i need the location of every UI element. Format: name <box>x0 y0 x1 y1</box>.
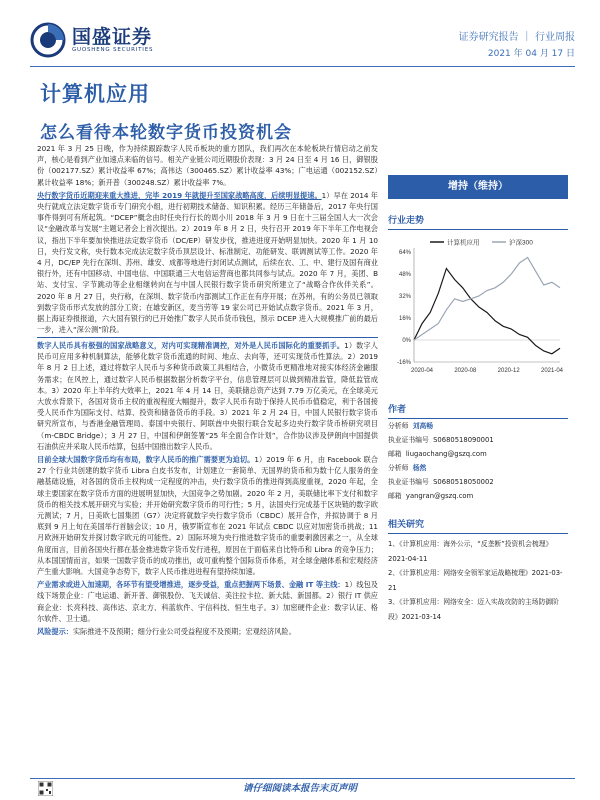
risk-text: 实际推进不及预期；细分行业公司受益程度不及预期；宏观经济风险。 <box>72 627 296 637</box>
footer-notice: 请仔细阅读本报告末页声明 <box>242 783 357 794</box>
logo-english: GUOSHENG SECURITIES <box>72 47 154 53</box>
risk-paragraph <box>37 626 378 637</box>
related-item[interactable]: 3、《计算机应用：网络安全：迈入实战攻防的主场防御阶段》2021-03-14 <box>388 598 559 621</box>
analyst-role: 分析师 <box>388 422 409 430</box>
legend-label: 沪深300 <box>509 239 533 247</box>
risk-label: 风险提示： <box>37 627 73 637</box>
x-tick-label: 2020-08 <box>454 368 477 374</box>
analyst-list <box>388 419 568 503</box>
analyst-row <box>388 433 568 447</box>
y-tick-label: 16% <box>398 316 411 322</box>
section-3-lead: 目前全球大国数字货币均有布局，数字人民币的推广需要更为迫切。 <box>37 454 255 464</box>
rating-badge: 增持（维持） <box>388 175 568 199</box>
analyst-name: 刘高畅 <box>412 422 434 430</box>
analyst-role: 执业证书编号 <box>388 478 429 486</box>
analyst-name: 杨然 <box>412 464 427 472</box>
x-tick-label: 2021-04 <box>540 368 564 374</box>
trend-chart <box>388 234 568 388</box>
analyst-row <box>388 461 568 475</box>
analyst-email[interactable]: yangran@gszq.com <box>405 492 474 500</box>
related-list <box>388 537 568 624</box>
section-3 <box>37 454 378 577</box>
logo-chinese: 国盛证券 <box>72 26 153 48</box>
analyst-email[interactable]: liugaochang@gszq.com <box>405 450 487 458</box>
analyst-row <box>388 489 568 503</box>
analyst-role: 分析师 <box>388 464 409 472</box>
legend-label: 计算机应用 <box>447 239 480 247</box>
x-tick-label: 2020-12 <box>497 368 520 374</box>
related-title: 相关研究 <box>388 517 568 534</box>
section-divider <box>37 337 378 338</box>
section-3-text: 1）2019 年 6 月，由 Facebook 联合 27 个行业共创建的数字货币 Libra 白皮书发布，计划建立一套简单、无国界的货币和为数十亿人服务的金融基础设施，对各国的货币主权构成一定程度的冲击，央行数字货币的推进得到高度重视，2020 年起，全球主要国家在数字货币方面的进展明显加快，大国竞争之势加剧。2020 年 2 月，美联储比率下支付和数字货币的相关技术展开研究与实验；并开始研究数字货币的可行性；5 月，法国央行完成基于区块链的数字欧元测试；7 月，日美欧七国集团（G7）决定将就数字央行数字货币（CBDC）展开合作，并拟协调于 8 月底到 9 月上旬在美国举行首脑会议；10 月，俄罗斯宣布在 2021 年试点 CBDC 以应对加密货币挑战；11 月欧洲开始研发并探讨数字欧元的可能性。2）国际环境为央行推进数字货币的重要刺激因素之一，从全球角度而言，目前各国央行都在基金推进数字货币发行进程，原因在于面临来自比特币和 Libra 的竞争压力；从本国国情而言，如果一国数字货币的成功推出，或可重构整个国际货币体系，对全球金融体系和宏观经济产生重大影响。大国竞争态势下，数字人民币推进进程有望持续加速。 <box>37 454 378 577</box>
report-body <box>37 143 378 639</box>
industry-title: 计算机应用 <box>40 82 150 106</box>
y-tick-label: 32% <box>398 294 411 300</box>
section-1-text: 1）早在 2014 年央行就成立法定数字货币专门研究小组，进行初期技术储备、知识积累。经历三年储备后，2017 年央行国事件得到可有所起筑。“DCEP”概念由时任央行行长的周小川 2018 年 3 月 9 日在十三届全国人大一次会议“金融改革与发展”主题记者会上首次提出。2）2019 年 8 月 2 日，央行召开 2019 年下半年工作电视会议，指出下半年要加快推进法定数字货币（DC/EP）研发步伐，推进进度开始明显加快。2020 年 1 月 10 日，央行发文称，央行数本完成法定数字货币顶层设计、标准制定、功能研发、联调测试等工作。2020 年 4 月，DC/EP 先行在深圳、苏州、雄安、成都等地进行封闭试点测试，后续在农、工、中、建行及国有商业银行外，还有中国移动、中国电信、中国联通三大电信运营商也都共同参与试点。2020 年 7 月，美团、B 站、支付宝、字节跳动等企业相继转向在与中国人民银行数字货币研究所建立了“战略合作伙伴关系”。2020 年 8 月 27 日，央行称，在深圳、数字货币内部测试工作正在有序开展；在苏州，有的公务员已领取到数字货币形式发放的部分工资；在雄安新区，麦当劳等 19 家公司已开始试点数字货币。2021 年 3 月，据上海证券报报道，六大国有银行的已开始推广数字人民币货币钱包，预示 DCEP 进入大规模推广前的最后一步，进入“深公测”阶段。 <box>37 190 378 335</box>
analyst-role: 邮箱 <box>388 450 402 458</box>
section-2 <box>37 340 378 452</box>
section-1-lead: 央行数字货币近期迎来重大推进，完毕 2019 年就提升至国家战略高度，后续明显提速。 <box>37 190 322 200</box>
section-2-text: 1）数字人民币可应用多种机制算法，能够化数字货币流通的时间、地点、去向等，还可实现货币性算法。2）2019 年 8 月 2 日上述，通过将数字人民币与多种货币政策工具相结合，小微货币更精准地对接实体经济金融服务需求；在风控上，通过数字人民币根据数据分析数字平台，信息管理层可以做到精准监管，降低监管成本。3）2020 年上半年约大效率上，2021 年 4 月 14 日，美联储总资产达到 7.79 万亿美元，在全球美元大放水背景下，各国对货币主权的重视程度大幅提升，数字人民币有助于保持人民币币值稳定，利于各国接受人民币作为国际支付、结算、投资和储备货币的手段。3）2021 年 2 月 24 日，中国人民银行数字货币研究所宣布，与香港金融管理局、泰国中央银行、阿联酋中央银行联合发起多边央行数字货币桥研究项目（m-CBDC Bridge）；3 月 27 日，中国和伊朗签署“25 年全面合作计划”，合作协议涉及伊朗向中国提供石油供应并采取人民币结算，包括中国推出数字人民币。 <box>37 340 378 451</box>
series-line-计算机应用 <box>414 269 560 354</box>
analyst-value: S0680518050002 <box>433 478 494 486</box>
trend-title: 行业走势 <box>388 213 568 230</box>
analyst-value: S0680518090001 <box>433 436 494 444</box>
sidebar <box>388 150 568 624</box>
section-4-lead: 产业需求或进入加速期，各环节有望受增推进，逐步受益，重点把握两下场景、金融 IT 等主线： <box>37 580 345 590</box>
x-tick-label: 2020-04 <box>410 368 434 374</box>
header-divider <box>30 66 575 67</box>
analyst-role: 执业证书编号 <box>388 436 429 444</box>
related-item[interactable]: 1、《计算机应用：海外公示，“反垄断”投资机会梳理》2021-04-11 <box>388 540 553 563</box>
footer-divider <box>30 778 575 779</box>
y-tick-label: -16% <box>396 360 411 366</box>
y-tick-label: 48% <box>398 272 411 278</box>
trend-chart-svg <box>388 234 568 384</box>
y-tick-label: 64% <box>398 250 411 256</box>
report-headline: 怎么看待本轮数字货币投资机会 <box>40 123 292 143</box>
logo-icon <box>30 22 66 58</box>
analyst-role: 邮箱 <box>388 492 402 500</box>
intro-paragraph: 2021 年 3 月 25 日晚，作为持续跟踪数字人民币板块的重方团队，我们再次在本轮板块行情启动之前发声，核心是看到产业加速点来临的信号。相关产业链公司近期股价表现：3 月 24 日至 4 月 16 日，御银股份（002177.SZ）累计收益率 67%；高伟达（300465.SZ）累计收益率 43%；广电运通（002152.SZ）累计收益率 18%；新开普（300248.SZ）累计收益率 7%。 <box>37 144 378 187</box>
analyst-row <box>388 475 568 489</box>
section-1 <box>37 190 378 336</box>
report-type: 证券研究报告 ｜ 行业周报 <box>458 32 575 43</box>
y-tick-label: 0% <box>402 338 411 344</box>
analyst-title: 作者 <box>388 402 568 419</box>
section-4 <box>37 579 378 624</box>
analyst-row <box>388 419 568 433</box>
page-header <box>30 22 575 64</box>
report-date: 2021 年 04 月 17 日 <box>487 49 575 59</box>
section-2-lead: 数字人民币具有极强的国家战略意义，对内可实现精准调控，对外是人民币国际化的重要抓手。 <box>37 340 345 350</box>
analyst-row <box>388 447 568 461</box>
related-item[interactable]: 2、《计算机应用：网络安全领军家运战略梳理》2021-03-21 <box>388 569 563 592</box>
section-4-text: 1）线包及线下场景企业：广电运通、新开普、御银股份、飞天诚信、美注拉卡拉、新大陆、新国都。2）银行 IT 供应商企业：长亮科技、高伟达、京北方、科蓝软件、宇信科技、恒生电子。3）加密硬件企业：数字认证、格尔软件、卫士通。 <box>37 580 378 623</box>
company-logo <box>30 22 153 58</box>
